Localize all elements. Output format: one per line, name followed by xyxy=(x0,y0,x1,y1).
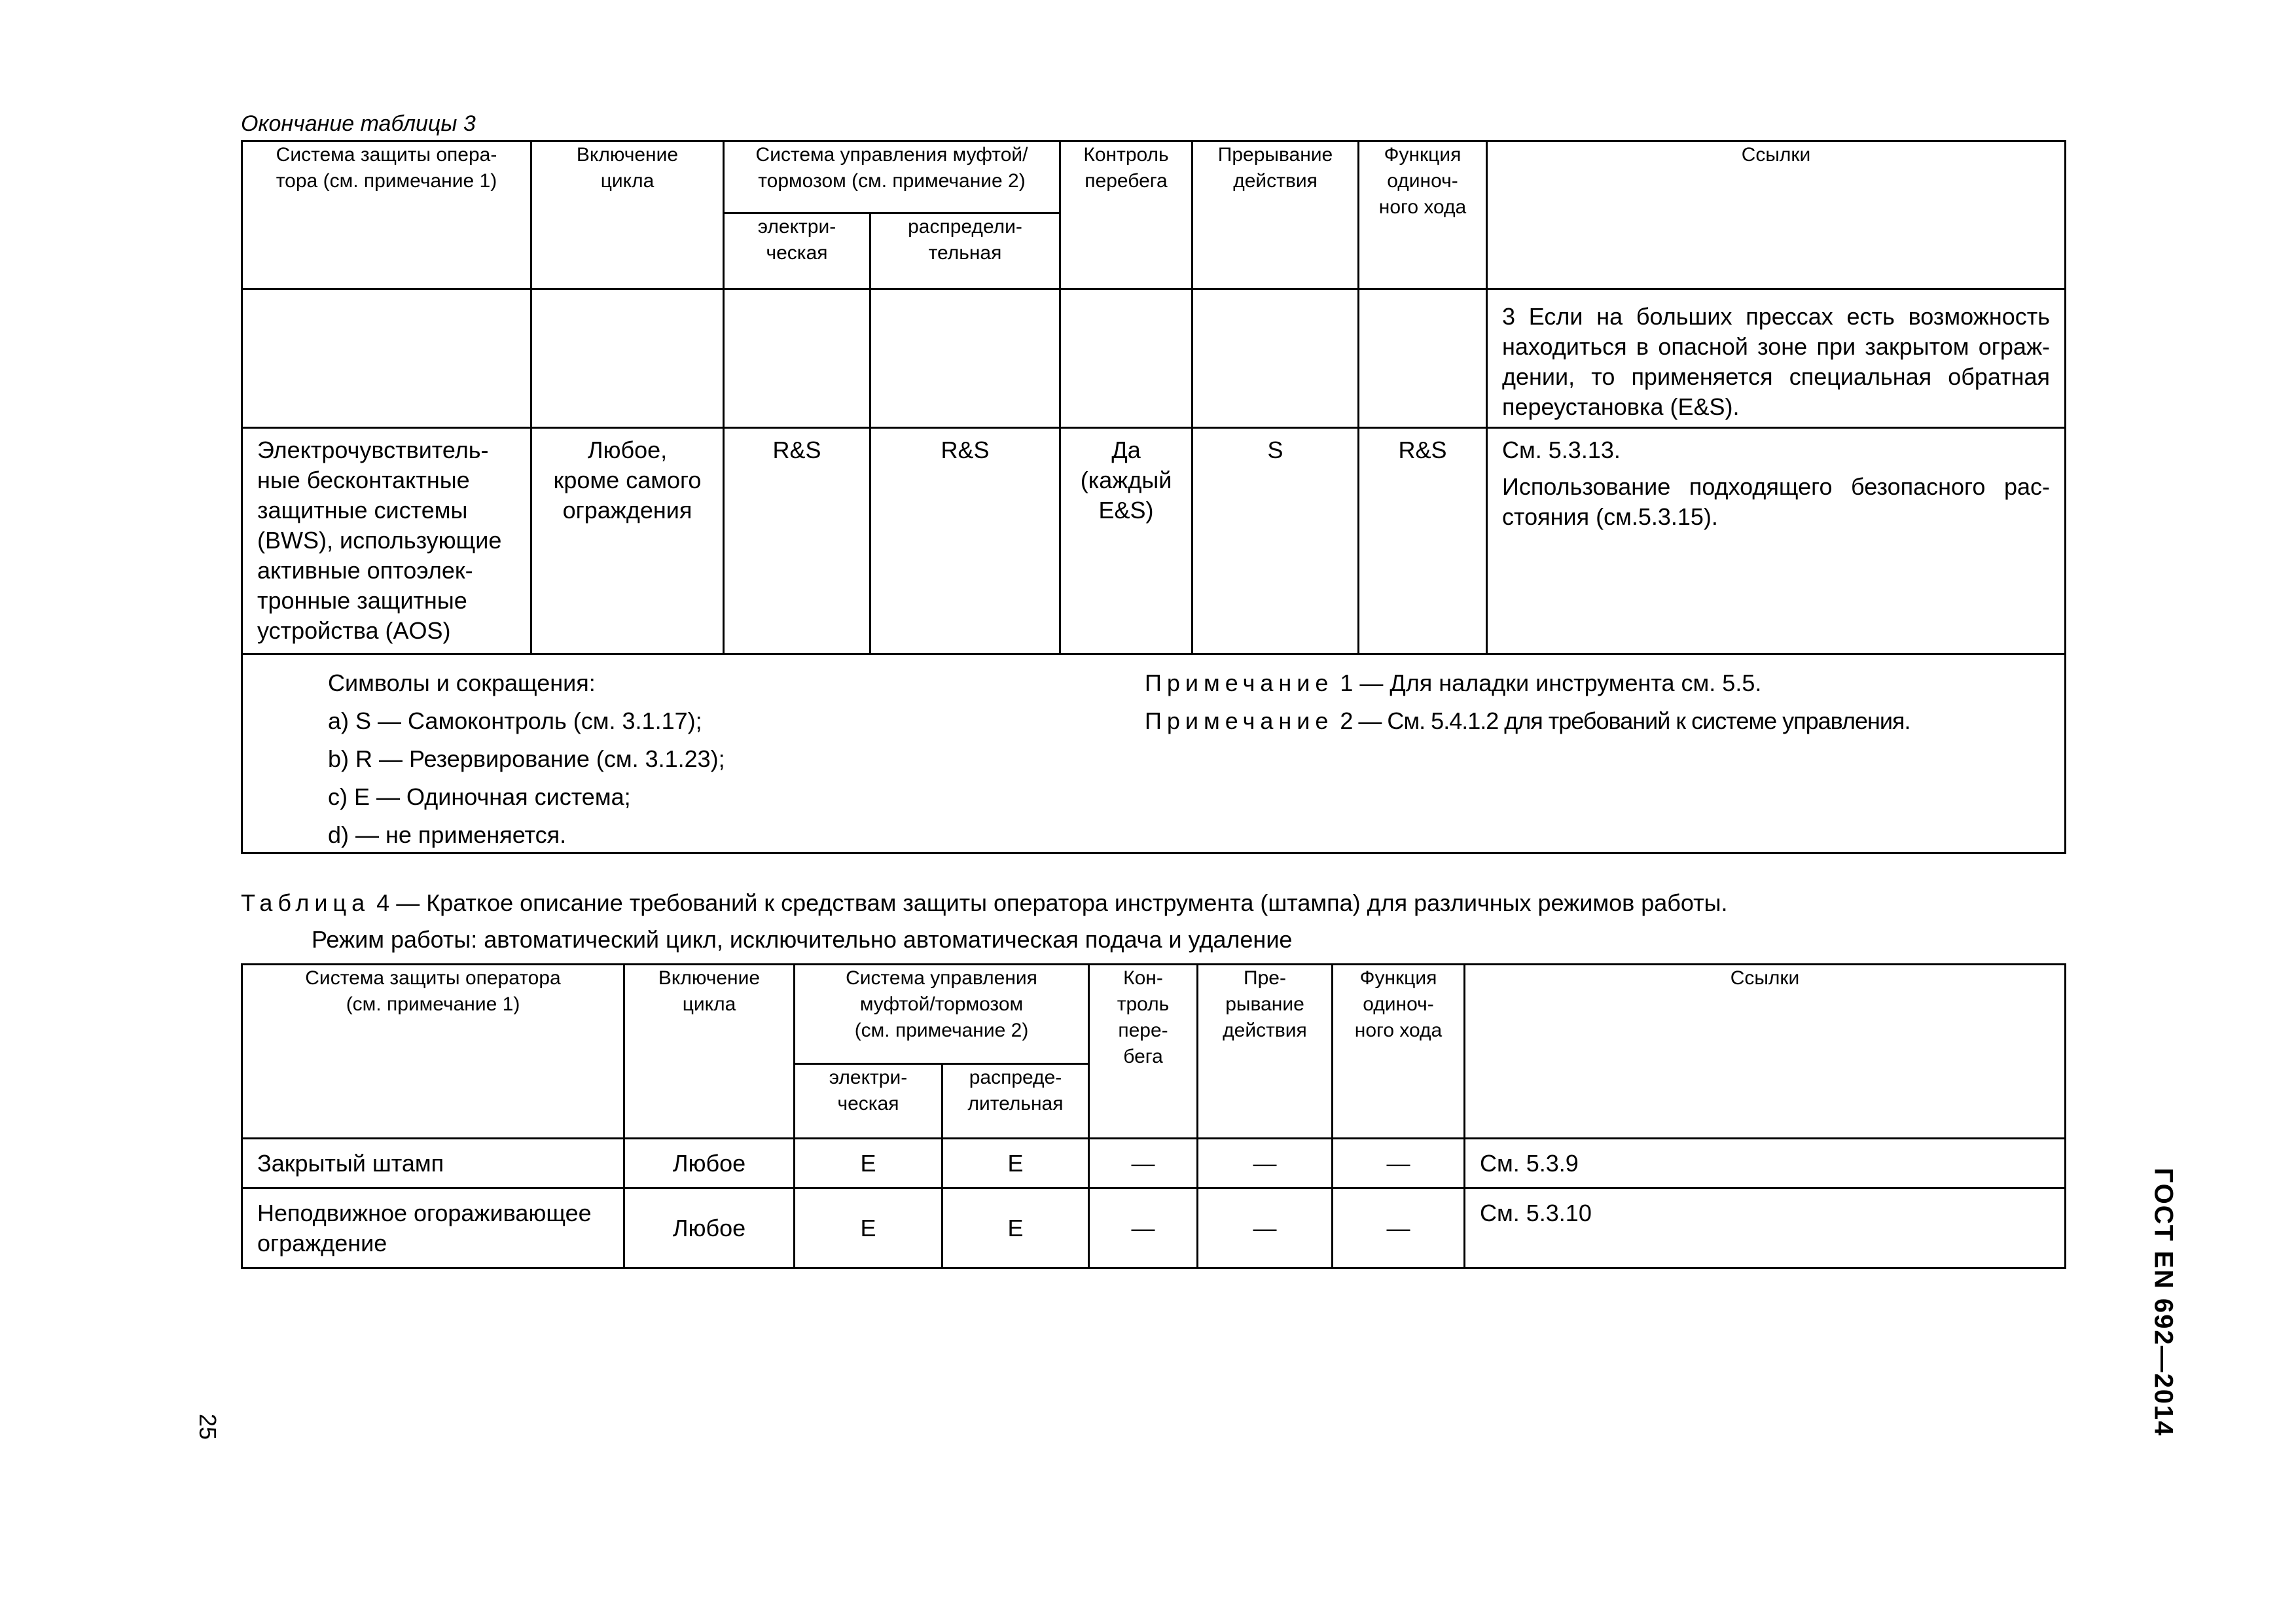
t4-row-1 xyxy=(242,1139,2066,1188)
t4-cell-system: Закрытый штамп xyxy=(242,1139,624,1188)
t3-header-refs: Ссылки xyxy=(1487,141,2066,289)
t4-row-2 xyxy=(242,1188,2066,1268)
t3-cell-empty xyxy=(724,289,870,428)
t4-cell-electric: E xyxy=(795,1188,942,1268)
t3-notes-cell xyxy=(242,654,2066,853)
t4-cell-refs: См. 5.3.9 xyxy=(1465,1139,2066,1188)
t3-cell-refs xyxy=(1487,428,2066,654)
t3-cell-empty xyxy=(1193,289,1359,428)
t4-cell-overrun: — xyxy=(1089,1188,1198,1268)
t3-cell-empty xyxy=(1060,289,1193,428)
table4-title xyxy=(241,885,1727,921)
note-2 xyxy=(1145,702,1910,740)
t3-header-electric: электри- ческая xyxy=(724,213,870,289)
note-2-text: 2 — См. 5.4.1.2 для требований к системе управления. xyxy=(1340,707,1910,734)
t3-header-single: Функция одиноч- ного хода xyxy=(1359,141,1487,289)
t4-header-distrib: распреде- лительная xyxy=(942,1064,1089,1139)
t4-header-control: Система управления муфтой/тормозом (см. примечание 2) xyxy=(795,965,1089,1064)
table4-title-text: 4 — Краткое описание требований к средствам защиты оператора инструмента (штампа) для различных режимов работы. xyxy=(376,889,1728,916)
t3-header-distrib: распредели- тельная xyxy=(870,213,1060,289)
t4-header-interrupt: Пре- рывание действия xyxy=(1198,965,1333,1139)
symbol-b: b) R — Резервирование (см. 3.1.23); xyxy=(328,745,725,772)
t4-cell-cycle: Любое xyxy=(624,1188,795,1268)
t3-header-interrupt: Прерывание действия xyxy=(1193,141,1359,289)
t3-cell-cycle: Любое, кроме самого ограждения xyxy=(531,428,724,654)
page-number xyxy=(191,1407,224,1446)
note-word: Примечание xyxy=(1145,669,1334,696)
t3-ref-2: Использование подходящего безопасного рас-стояния (см.5.3.15). xyxy=(1502,473,2051,530)
notes-list xyxy=(1145,664,1910,740)
t4-cell-overrun: — xyxy=(1089,1139,1198,1188)
symbol-c: c) E — Одиночная система; xyxy=(328,783,631,810)
t3-ref-1: См. 5.3.13. xyxy=(1502,437,1621,463)
t3-cell-single: R&S xyxy=(1359,428,1487,654)
t3-cell-empty xyxy=(531,289,724,428)
t3-row-continuation xyxy=(242,289,2066,428)
t4-cell-electric: E xyxy=(795,1139,942,1188)
t3-cell-overrun: Да (каждый E&S) xyxy=(1060,428,1193,654)
table3-caption: Окончание таблицы 3 xyxy=(241,111,476,136)
t4-cell-single: — xyxy=(1333,1139,1465,1188)
t3-header-system: Система защиты опера- тора (см. примечание 1) xyxy=(242,141,531,289)
t4-cell-distrib: E xyxy=(942,1188,1089,1268)
t3-cell-empty xyxy=(870,289,1060,428)
note-word: Примечание xyxy=(1145,707,1334,734)
symbols-title: Символы и сокращения: xyxy=(328,669,596,696)
t4-cell-interrupt: — xyxy=(1198,1139,1333,1188)
t3-cell-distrib: R&S xyxy=(870,428,1060,654)
t3-header-control: Система управления муфтой/ тормозом (см. примечание 2) xyxy=(724,141,1060,213)
document-code-text: ГОСТ EN 692—2014 xyxy=(2149,1168,2178,1437)
t4-cell-interrupt: — xyxy=(1198,1188,1333,1268)
table3 xyxy=(241,140,2066,854)
symbol-a: a) S — Самоконтроль (см. 3.1.17); xyxy=(328,707,702,734)
t4-cell-refs: См. 5.3.10 xyxy=(1465,1188,2066,1268)
t3-cell-system: Электрочувствитель- ные бесконтактные защитные системы (BWS), использующие активные оптоэлек- тронные защитные устройства (AOS) xyxy=(242,428,531,654)
t3-cell-interrupt: S xyxy=(1193,428,1359,654)
t4-cell-single: — xyxy=(1333,1188,1465,1268)
t4-header-single: Функция одиноч- ного хода xyxy=(1333,965,1465,1139)
t4-cell-system: Неподвижное огораживающее ограждение xyxy=(242,1188,624,1268)
t4-cell-cycle: Любое xyxy=(624,1139,795,1188)
note-1-text: 1 — Для наладки инструмента см. 5.5. xyxy=(1340,669,1762,696)
t3-cell-empty xyxy=(242,289,531,428)
note-1 xyxy=(1145,664,1910,702)
t4-header-system: Система защиты оператора (см. примечание 1) xyxy=(242,965,624,1139)
table4 xyxy=(241,963,2066,1269)
t4-header-overrun: Кон- троль пере- бега xyxy=(1089,965,1198,1139)
t4-cell-distrib: E xyxy=(942,1139,1089,1188)
t3-cell-refs-note3: 3 Если на больших прессах есть возможность находиться в опасной зоне при закрытом ограж-дении, то применяется специальная обратная переустановка (E&S). xyxy=(1487,289,2066,428)
t3-header-cycle: Включение цикла xyxy=(531,141,724,289)
t4-header-cycle: Включение цикла xyxy=(624,965,795,1139)
document-code-label xyxy=(2147,1165,2179,1440)
t3-row-bws xyxy=(242,428,2066,654)
symbol-d: d) — не применяется. xyxy=(328,821,567,848)
symbols-list xyxy=(328,664,725,854)
t3-cell-electric: R&S xyxy=(724,428,870,654)
t3-cell-empty xyxy=(1359,289,1487,428)
t3-row-notes xyxy=(242,654,2066,853)
page-number-text: 25 xyxy=(194,1413,221,1440)
table4-title-word: Таблица xyxy=(241,889,370,916)
t3-header-overrun: Контроль перебега xyxy=(1060,141,1193,289)
t4-header-electric: электри- ческая xyxy=(795,1064,942,1139)
table4-mode: Режим работы: автоматический цикл, исключительно автоматическая подача и удаление xyxy=(312,926,1293,953)
t4-header-refs: Ссылки xyxy=(1465,965,2066,1139)
